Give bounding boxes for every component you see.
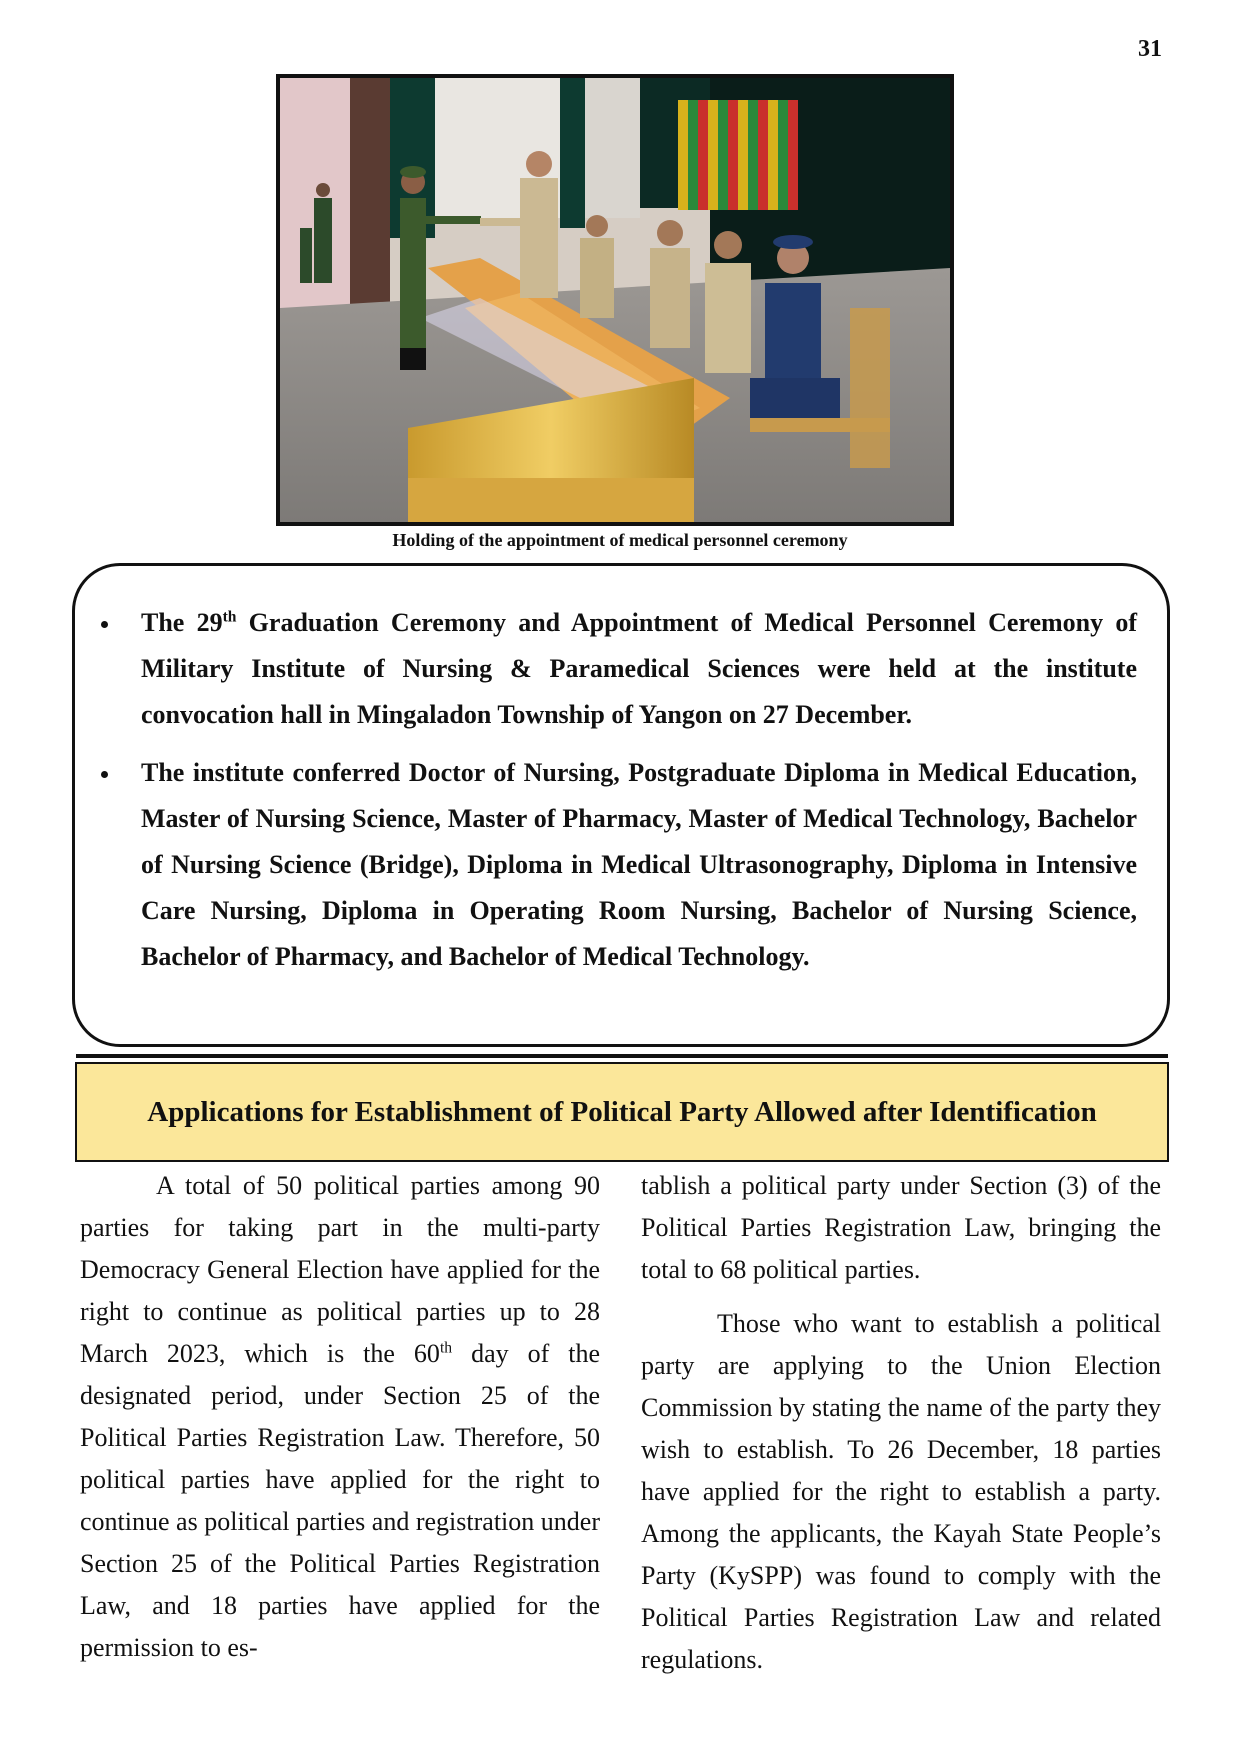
paragraph-text-post: day of the designated period, under Section 25 of the Political Parties Registration Law. Therefore, 50 political parties have applied for the right to continue as political parties and registration under Section 25 of the Political Parties Registration Law, and 18 parties have applied for the permission to es-	[80, 1339, 600, 1662]
photo-caption: Holding of the appointment of medical personnel ceremony	[392, 530, 848, 550]
article-heading	[75, 1062, 1169, 1162]
flag-row	[678, 100, 798, 210]
highlight-text-pre: The 29	[141, 608, 223, 637]
article-paragraph: Those who want to establish a political party are applying to the Union Election Commission by stating the name of the party they wish to establish. To 26 December, 18 parties have applied for the right to establish a party. Among the applicants, the Kayah State People’s Party (KySPP) was found to comply with the Political Parties Registration Law and related regulations.	[641, 1309, 1161, 1674]
highlight-item	[101, 750, 1137, 980]
article-column-right	[641, 1165, 1161, 1681]
paragraph-text-pre: A total of 50 political parties among 90 parties for taking part in the multi-party Democracy General Election have applied for the right to continue as political parties up to 28 March 2023, which is the 60	[80, 1171, 600, 1368]
highlight-text-post: Graduation Ceremony and Appointment of Medical Personnel Ceremony of Military Institute of Nursing & Paramedical Sciences were held at the institute convocation hall in Mingaladon Township of Yangon on 27 December.	[141, 608, 1138, 729]
ordinal-suffix: th	[439, 1339, 453, 1357]
bullet-icon	[101, 621, 108, 628]
ceremony-photo	[276, 74, 954, 526]
highlights-list	[101, 600, 1137, 980]
page-number: 31	[1138, 36, 1162, 62]
highlight-text: The institute conferred Doctor of Nursing, Postgraduate Diploma in Medical Education, Master of Nursing Science, Master of Pharmacy, Master of Medical Technology, Bachelor of Nursing Science (Bridge), Diploma in Medical Ultrasonography, Diploma in Intensive Care Nursing, Diploma in Operating Room Nursing, Bachelor of Nursing Science, Bachelor of Pharmacy, and Bachelor of Medical Technology.	[141, 758, 1137, 971]
ordinal-suffix: th	[222, 608, 237, 626]
bullet-icon	[101, 771, 108, 778]
ceremony-photo-illustration	[280, 78, 950, 522]
section-divider	[76, 1054, 1168, 1058]
highlights-box	[72, 563, 1170, 1047]
article-column-left	[80, 1165, 600, 1669]
article-heading-text: Applications for Establishment of Political Party Allowed after Identification	[147, 1095, 1097, 1128]
highlight-item	[101, 600, 1137, 738]
article-paragraph: tablish a political party under Section (3) of the Political Parties Registration Law, bringing the total to 68 political parties.	[641, 1171, 1161, 1284]
article-paragraph	[80, 1165, 600, 1669]
